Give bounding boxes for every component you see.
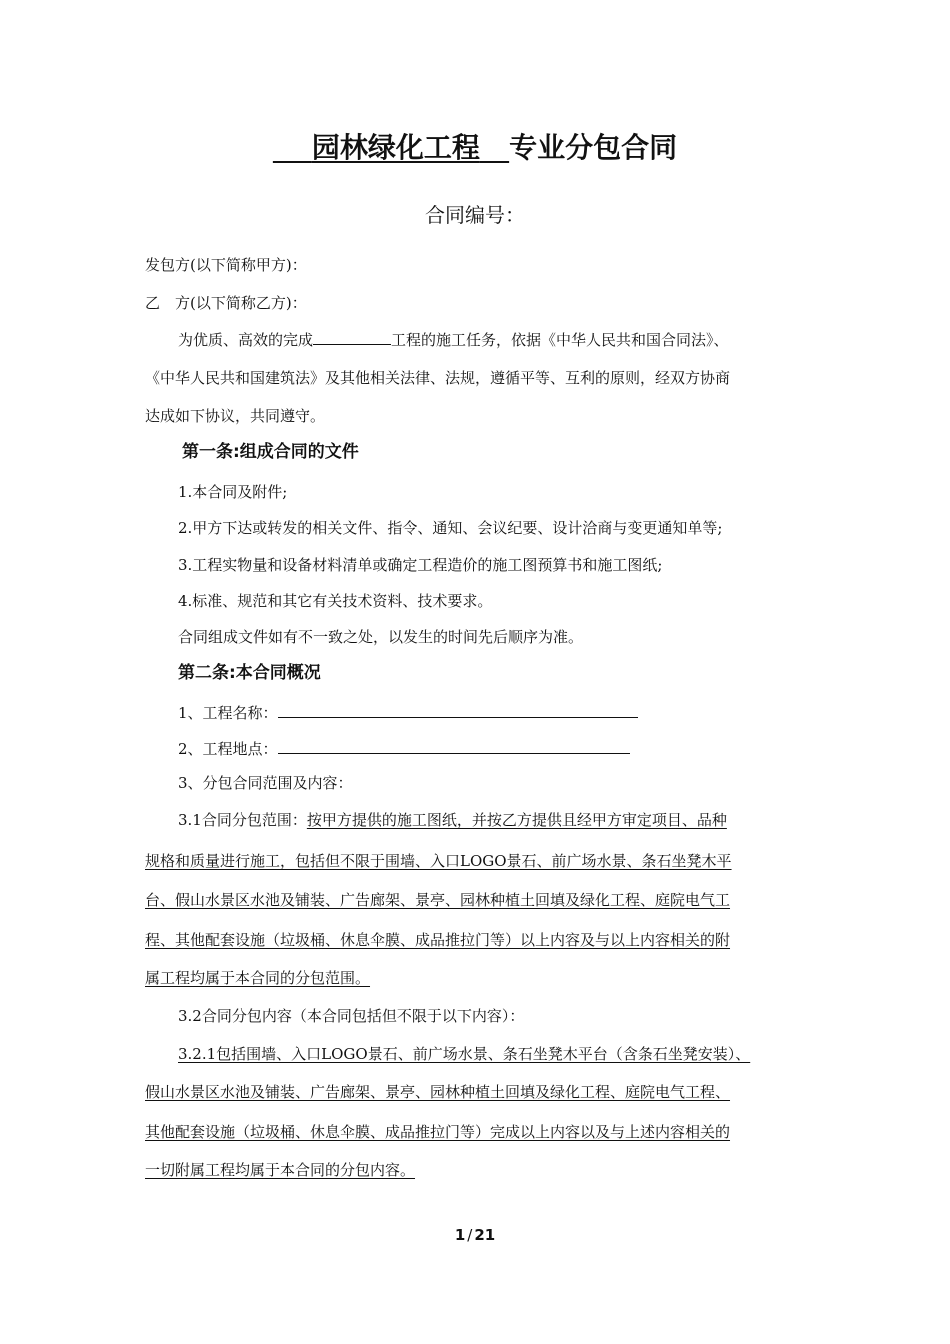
article-1-item-2: 2.甲方下达或转发的相关文件、指令、通知、会议纪要、设计洽商与变更通知单等;	[178, 519, 723, 537]
page-number	[0, 1226, 950, 1244]
scope-321-line-3: 其他配套设施（垃圾桶、休息伞膜、成品推拉门等）完成以上内容以及与上述内容相关的	[145, 1123, 731, 1141]
project-name-blank	[278, 701, 638, 718]
title-blank-left	[273, 131, 312, 164]
page-total: 21	[474, 1226, 496, 1244]
intro-line-1a: 为优质、高效的完成	[178, 331, 314, 349]
intro-line-1	[178, 328, 729, 350]
project-site-label: 2、工程地点：	[178, 740, 278, 758]
article-2-heading: 第二条:本合同概况	[178, 663, 321, 683]
page-separator: /	[467, 1226, 473, 1244]
scope-heading: 3、分包合同范围及内容：	[178, 774, 353, 792]
party-a-label: 发包方(以下简称甲方)：	[145, 256, 307, 274]
project-site-blank	[278, 737, 630, 754]
scope-31-line-5: 属工程均属于本合同的分包范围。	[145, 969, 371, 987]
scope-32-label: 3.2合同分包内容（本合同包括但不限于以下内容）：	[178, 1007, 525, 1025]
article-1-item-1: 1.本合同及附件;	[178, 483, 288, 501]
project-name-row	[178, 701, 638, 723]
scope-31-label: 3.1合同分包范围：	[178, 811, 307, 829]
article-1-heading: 第一条:组成合同的文件	[182, 442, 359, 462]
title-project-name: 园林绿化工程	[311, 131, 480, 164]
scope-31-text-1: 按甲方提供的施工图纸，并按乙方提供且经甲方审定项目、品种	[306, 811, 727, 829]
scope-31-line-4: 程、其他配套设施（垃圾桶、休息伞膜、成品推拉门等）以上内容及与以上内容相关的附	[145, 931, 731, 949]
scope-321-line-2: 假山水景区水池及铺装、广告廊架、景亭、园林种植土回填及绿化工程、庭院电气工程、	[145, 1083, 731, 1101]
contract-number-label: 合同编号：	[425, 203, 525, 227]
intro-line-1b: 工程的施工任务，依据《中华人民共和国合同法》、	[391, 331, 729, 349]
title-blank-right	[480, 131, 509, 164]
contract-title	[0, 130, 950, 166]
scope-321-line-1: 3.2.1包括围墙、入口LOGO景石、前广场水景、条石坐凳木平台（含条石坐凳安装）、	[178, 1045, 751, 1063]
project-site-row	[178, 737, 630, 759]
party-b-label: 乙 方(以下简称乙方)：	[145, 294, 307, 312]
intro-line-3: 达成如下协议，共同遵守。	[145, 407, 326, 425]
scope-31-line-3: 台、假山水景区水池及铺装、广告廊架、景亭、园林种植土回填及绿化工程、庭院电气工	[145, 891, 731, 909]
article-1-note: 合同组成文件如有不一致之处，以发生的时间先后顺序为准。	[178, 628, 584, 646]
project-name-label: 1、工程名称：	[178, 704, 278, 722]
scope-31-line-2: 规格和质量进行施工，包括但不限于围墙、入口LOGO景石、前广场水景、条石坐凳木平	[145, 852, 732, 870]
scope-321-line-4: 一切附属工程均属于本合同的分包内容。	[145, 1161, 416, 1179]
title-suffix: 专业分包合同	[509, 131, 678, 164]
project-blank	[313, 328, 391, 345]
page-current: 1	[454, 1226, 466, 1244]
intro-line-2: 《中华人民共和国建筑法》及其他相关法律、法规，遵循平等、互利的原则，经双方协商	[145, 369, 731, 387]
article-1-item-4: 4.标准、规范和其它有关技术资料、技术要求。	[178, 592, 493, 610]
scope-31-line-1	[178, 810, 727, 830]
article-1-item-3: 3.工程实物量和设备材料清单或确定工程造价的施工图预算书和施工图纸;	[178, 556, 663, 574]
